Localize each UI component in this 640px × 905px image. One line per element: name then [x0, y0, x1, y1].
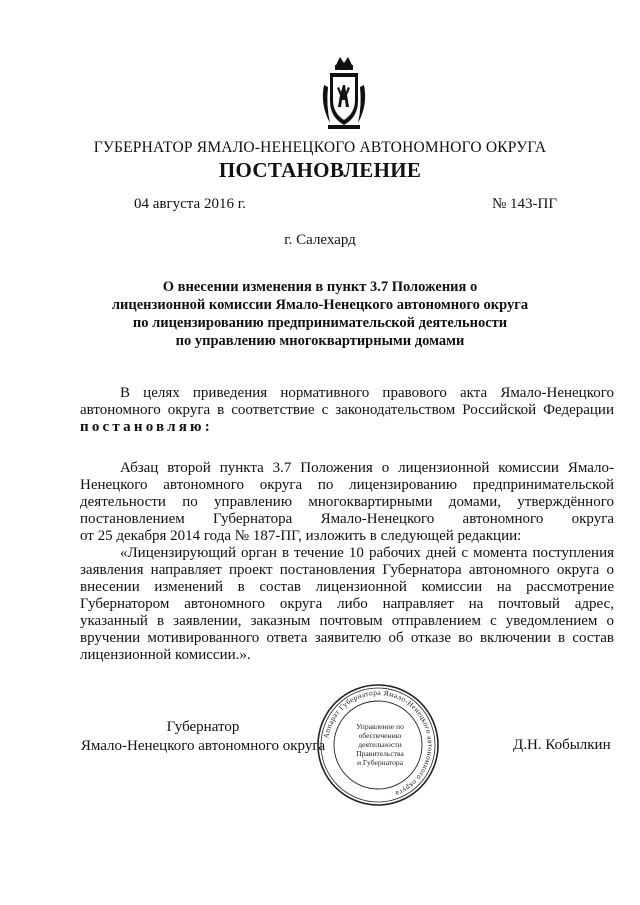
seal-center-text — [356, 722, 404, 767]
paragraph-line: лицензионной комиссии.». — [80, 647, 251, 663]
subject-line: по управлению многоквартирными домами — [175, 333, 465, 349]
paragraph-line: автономного округа в соответствие с законодательством Российской Федерации — [80, 402, 614, 418]
paragraph-line: внесении изменений в состав лицензионной комиссии на рассмотрение — [80, 579, 614, 595]
seal-center-line: Управление по — [356, 722, 404, 731]
new-wording-paragraph — [80, 545, 614, 664]
paragraph-line: вручении мотивированного ответа заявителю об отказе во включении в состав — [80, 630, 614, 646]
amendment-paragraph — [80, 460, 614, 545]
paragraph-line: деятельности по управлению многоквартирными домами, утверждённого — [80, 494, 614, 510]
seal-center-line: и Губернатора — [356, 758, 404, 767]
paragraph-line: Ненецкого автономного округа по лицензированию предпринимательской — [80, 477, 614, 493]
yamal-coat-of-arms-icon — [318, 55, 370, 133]
subject-line: О внесении изменения в пункт 3.7 Положения о — [162, 279, 478, 295]
paragraph-line: «Лицензирующий орган в течение 10 рабочих дней с момента поступления — [120, 545, 614, 561]
decree-word: постановляю: — [80, 419, 213, 435]
preamble-paragraph — [80, 385, 614, 419]
paragraph-line: постановлением Губернатора Ямало-Ненецкого автономного округа — [80, 511, 614, 527]
paragraph-line: Абзац второй пункта 3.7 Положения о лицензионной комиссии Ямало- — [120, 460, 614, 476]
authority-title: ГУБЕРНАТОР ЯМАЛО-НЕНЕЦКОГО АВТОНОМНОГО ОКРУГА — [93, 139, 547, 156]
signatory-title: Губернатор — [166, 719, 240, 735]
official-seal-stamp — [316, 683, 440, 807]
signatory-region: Ямало-Ненецкого автономного округа — [80, 738, 326, 754]
document-subject — [80, 278, 560, 350]
seal-center-line: Правительства — [356, 749, 404, 758]
document-number: № 143-ПГ — [492, 196, 558, 212]
signatory-position — [80, 718, 326, 756]
seal-center-line: обеспечению — [358, 731, 402, 740]
paragraph-line: указанный в заявлении, заказным почтовым отправлением с уведомлением о — [80, 613, 614, 629]
paragraph-line: заявления направляет проект постановления Губернатора автономного округа о — [80, 562, 614, 578]
paragraph-line: В целях приведения нормативного правового акта Ямало-Ненецкого — [120, 385, 614, 401]
subject-line: лицензионной комиссии Ямало-Ненецкого автономного округа — [111, 297, 529, 313]
document-type: ПОСТАНОВЛЕНИЕ — [218, 158, 422, 182]
document-city: г. Салехард — [284, 232, 356, 248]
seal-center-line: деятельности — [358, 740, 402, 749]
paragraph-line: от 25 декабря 2014 года № 187-ПГ, изложить в следующей редакции: — [80, 528, 522, 544]
subject-line: по лицензированию предпринимательской деятельности — [132, 315, 508, 331]
document-date: 04 августа 2016 г. — [134, 196, 246, 212]
signatory-name: Д.Н. Кобылкин — [513, 737, 611, 753]
paragraph-line: Губернатором автономного округа либо направляет на почтовый адрес, — [80, 596, 614, 612]
seal-ring-text: Аппарат Губернатора Ямало-Ненецкого автономного округа — [321, 687, 436, 799]
